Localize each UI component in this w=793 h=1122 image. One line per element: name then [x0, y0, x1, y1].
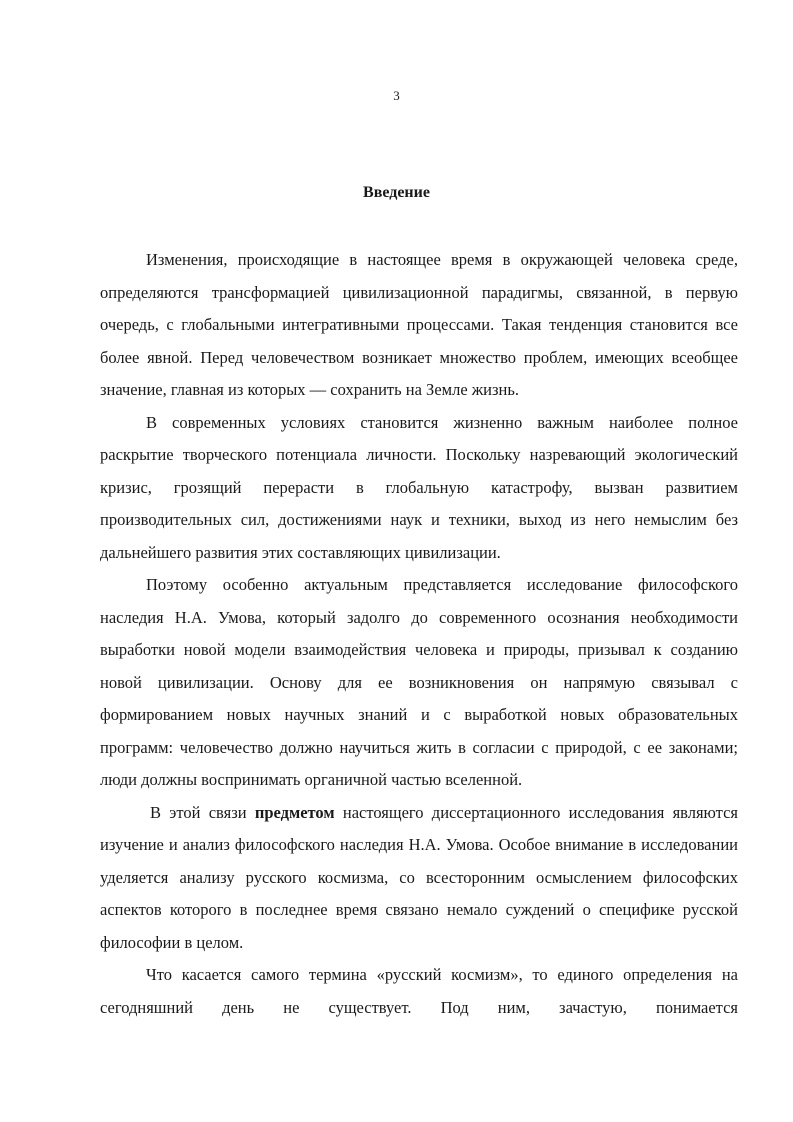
paragraph-4-lead: В этой связи — [150, 802, 255, 822]
paragraph-4-rest: настоящего диссертационного исследования являются изучение и анализ философского наследия Н.А. Умова. Особое внимание в исследовании уделяется анализу русского космизма, со всесторонним осмыслением философских аспектов которого в последнее время связано немало суждений о специфике русской философии в целом. — [100, 802, 738, 952]
paragraph-1: Изменения, происходящие в настоящее время в окружающей человека среде, определяются трансформацией цивилизационной парадигмы, связанной, в первую очередь, с глобальными интегративными процессами. Такая тенденция становится все более явной. Перед человечеством возникает множество проблем, имеющих всеобщее значение, главная из которых — сохранить на Земле жизнь. — [100, 250, 738, 399]
paragraph-2: В современных условиях становится жизненно важным наиболее полное раскрытие творческого потенциала личности. Поскольку назревающий экологический кризис, грозящий перерасти в глобальную катастрофу, вызван развитием производительных сил, достижениями наук и техники, выход из него немыслим без дальнейшего развития этих составляющих цивилизации. — [100, 412, 738, 562]
paragraph-5: Что касается самого термина «русский космизм», то единого определения на сегодняшний день не существует. Под ним, зачастую, понимается — [100, 965, 738, 1017]
page-number: 3 — [393, 88, 400, 103]
document-body — [100, 244, 738, 1024]
paragraph-3: Поэтому особенно актуальным представляется исследование философского наследия Н.А. Умова, который задолго до современного осознания необходимости выработки новой модели взаимодействия человека и природы, призывал к созданию новой цивилизации. Основу для ее возникновения он напрямую связывал с формированием новых научных знаний и с выработкой новых образовательных программ: человечество должно научиться жить в согласии с природой, с ее законами; люди должны воспринимать органичной частью вселенной. — [100, 575, 738, 789]
paragraph-4 — [100, 797, 738, 960]
section-heading: Введение — [363, 184, 430, 201]
emphasized-term: предметом — [254, 802, 335, 822]
